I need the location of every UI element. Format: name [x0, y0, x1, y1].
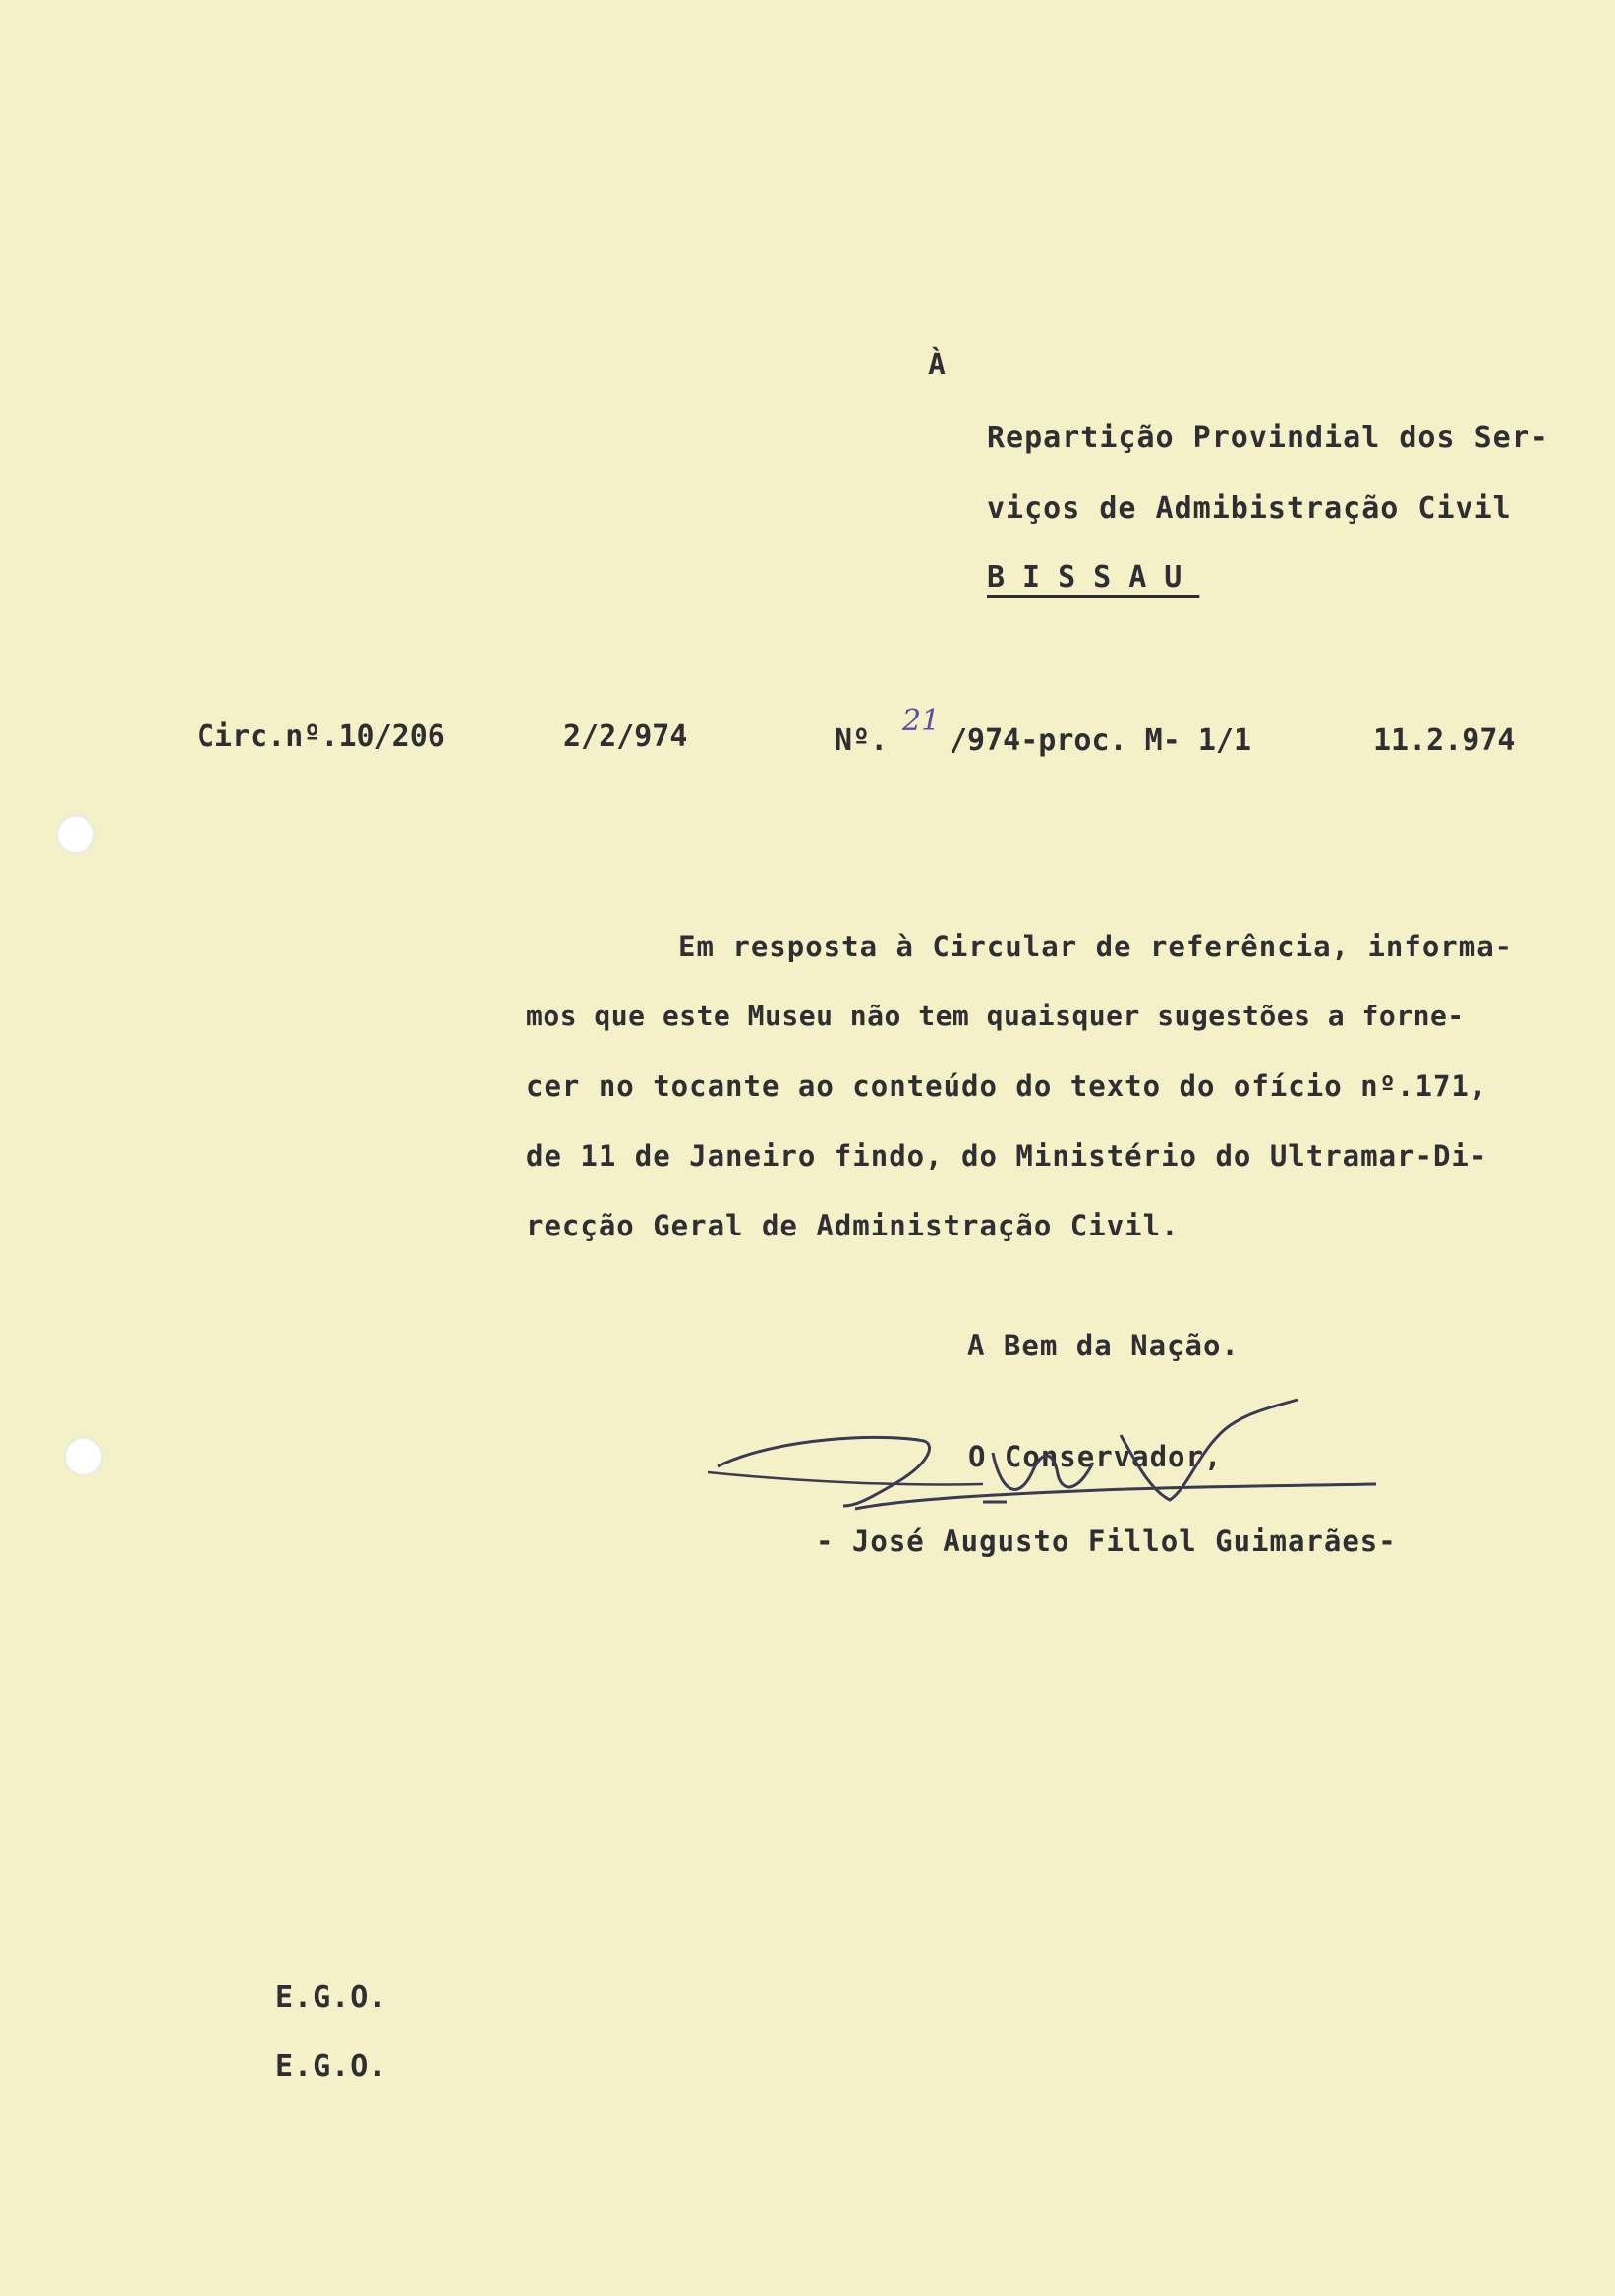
- addressee-line-1: Repartição Provindial dos Ser-: [987, 421, 1549, 455]
- body-line-4: de 11 de Janeiro findo, do Ministério do Ultramar-Di-: [526, 1139, 1488, 1173]
- punch-hole-bottom: [64, 1437, 103, 1476]
- footer-initials-1: E.G.O.: [275, 1980, 388, 2015]
- circular-reference: Circ.nº.10/206: [197, 719, 445, 754]
- addressee-line-2: viços de Admibistração Civil: [987, 491, 1512, 526]
- addressee-city: BISSAU: [987, 560, 1200, 595]
- to-mark: À: [928, 348, 948, 382]
- punch-hole-top: [56, 815, 95, 854]
- body-line-1: Em resposta à Circular de referência, informa-: [678, 930, 1514, 963]
- body-line-5: recção Geral de Administração Civil.: [526, 1209, 1180, 1242]
- handwritten-number: 21: [902, 704, 941, 738]
- body-line-3: cer no tocante ao conteúdo do texto do ofício nº.171,: [526, 1069, 1488, 1103]
- office-number-prefix: Nº.: [835, 723, 889, 758]
- office-number-suffix: /974-proc. M- 1/1: [950, 723, 1252, 758]
- salutation: A Bem da Nação.: [967, 1329, 1240, 1362]
- body-line-2: mos que este Museu não tem quaisquer sugestões a forne-: [526, 1000, 1465, 1032]
- signatory-name: - José Augusto Fillol Guimarães-: [816, 1524, 1397, 1558]
- circular-date: 2/2/974: [563, 719, 688, 754]
- signatory-title: O Conservador,: [968, 1440, 1223, 1473]
- office-date: 11.2.974: [1373, 723, 1516, 758]
- footer-initials-2: E.G.O.: [275, 2049, 388, 2084]
